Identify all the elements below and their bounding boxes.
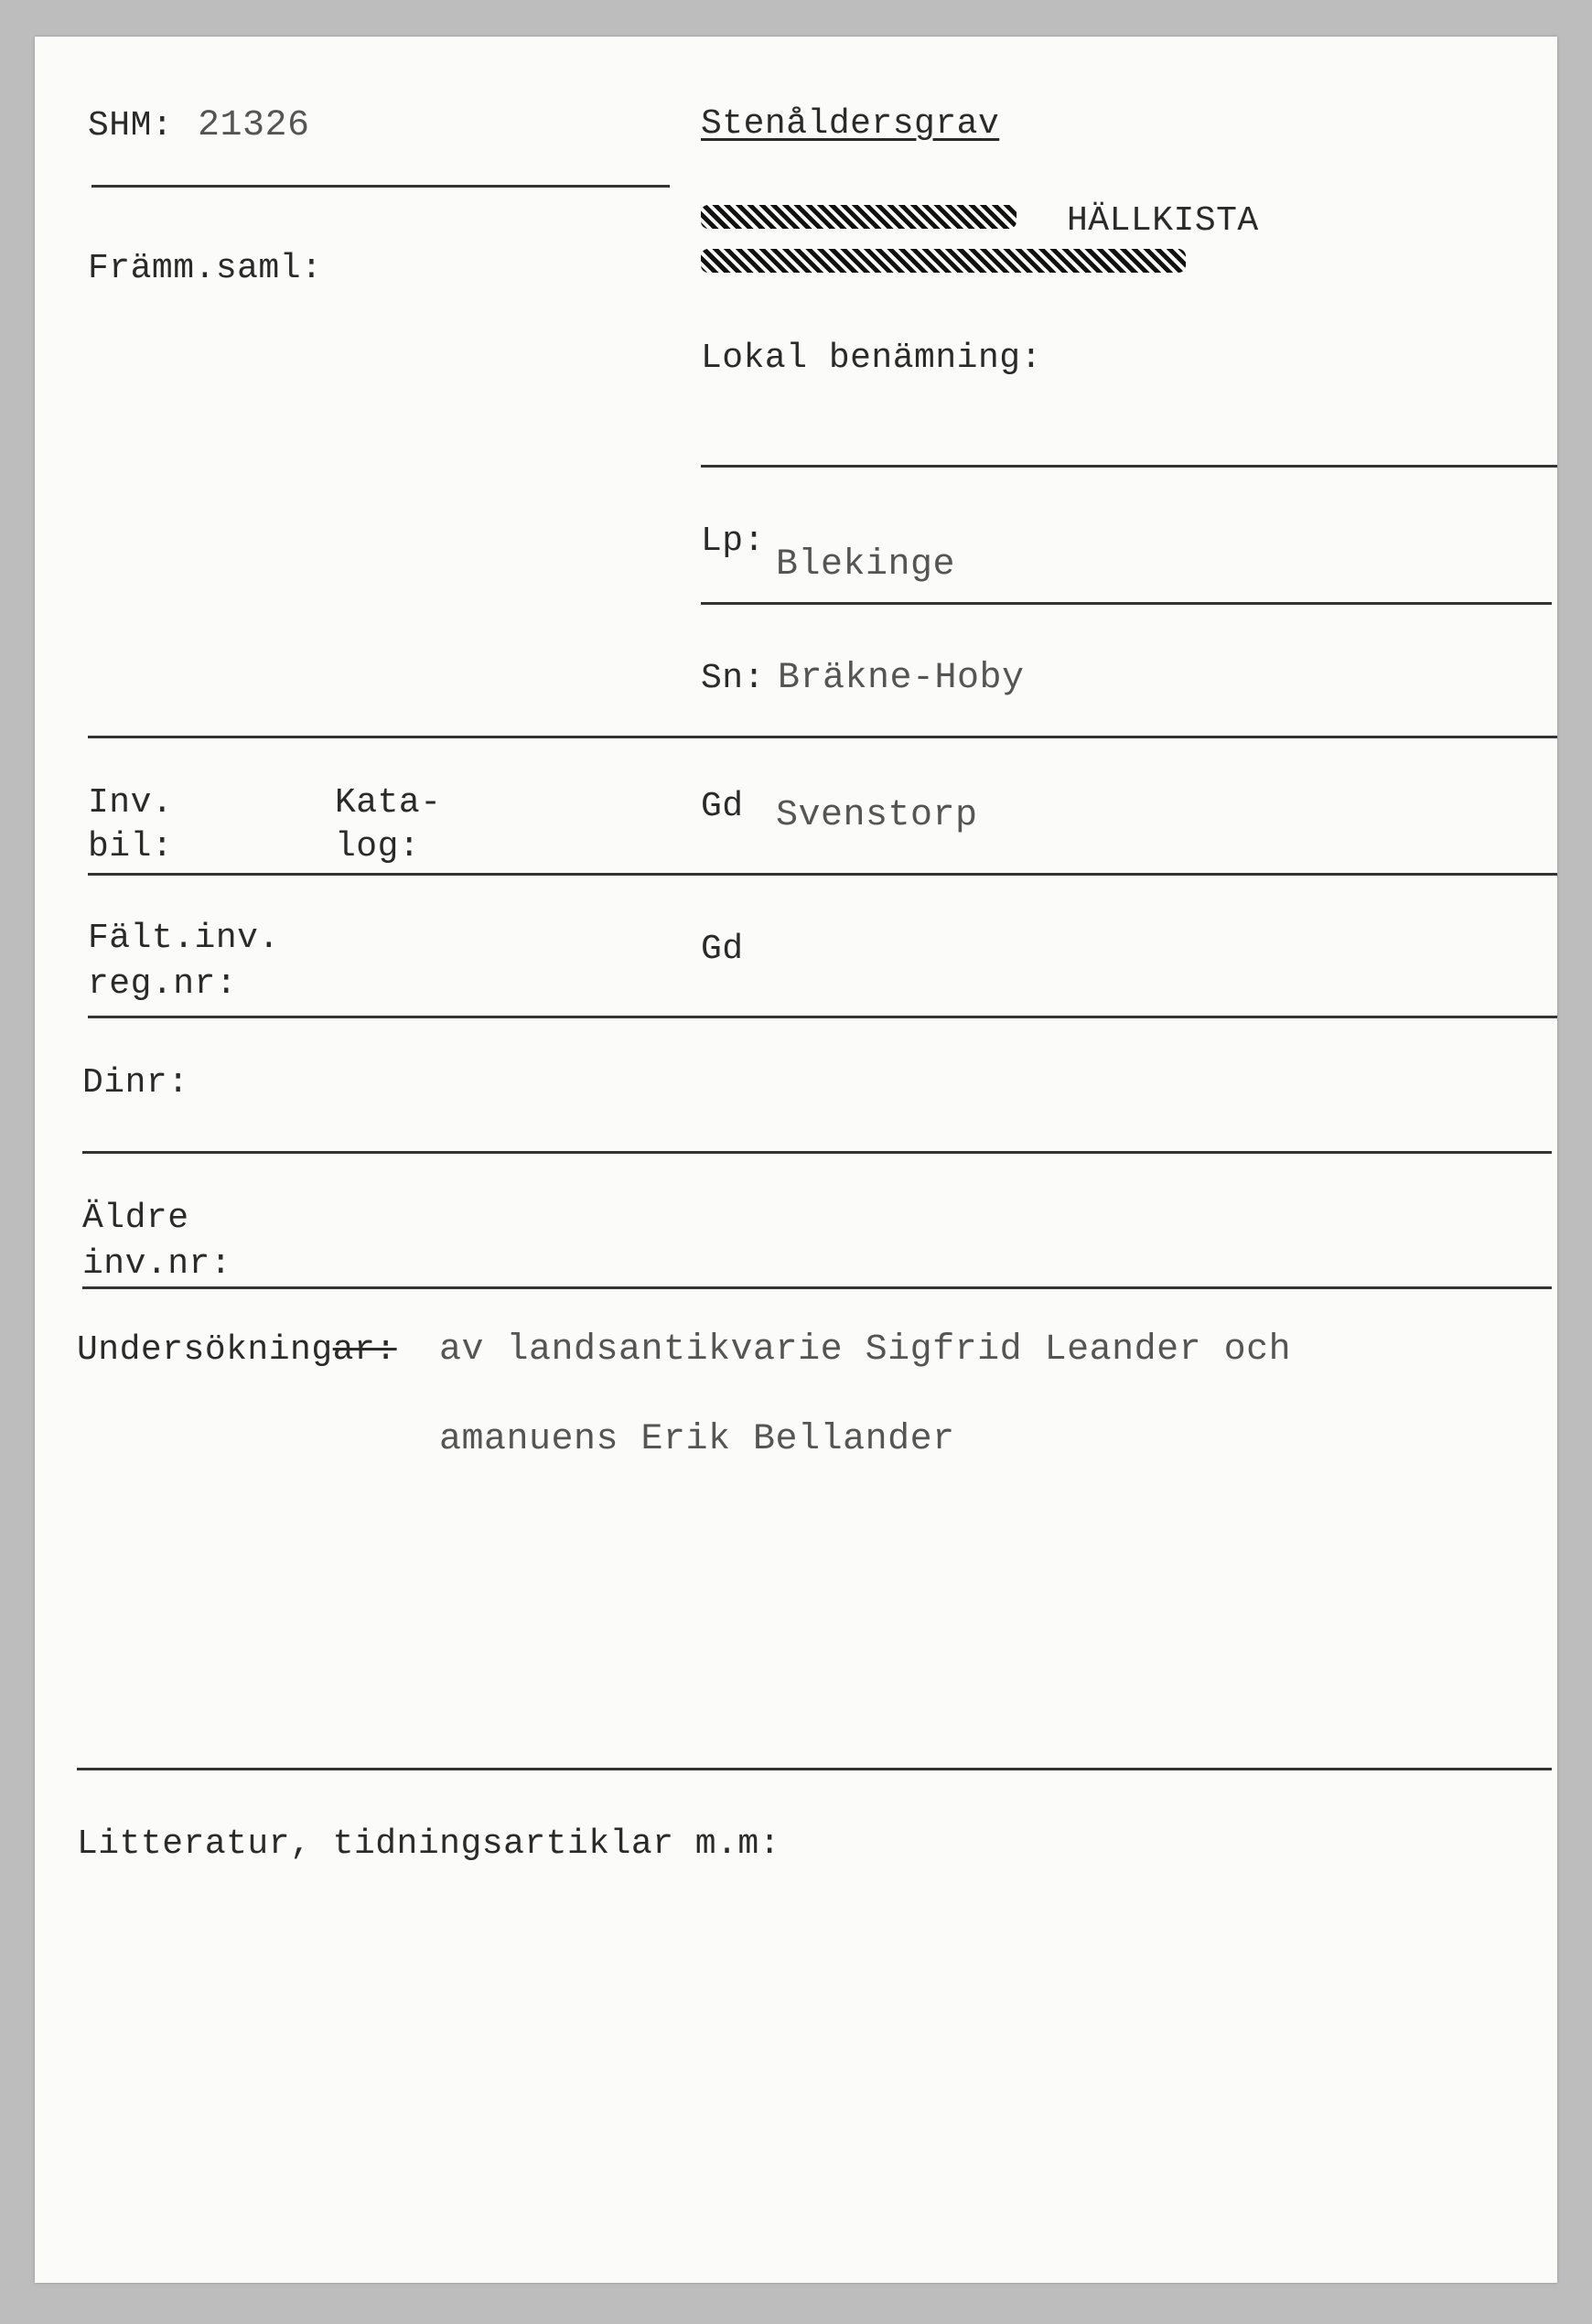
- lp-label: Lp:: [701, 522, 765, 561]
- aldre-label-2: inv.nr:: [82, 1244, 232, 1284]
- katalog-label-1: Kata-: [335, 783, 442, 823]
- undersokningar-line-1: av landsantikvarie Sigfrid Leander och: [439, 1329, 1292, 1371]
- falt-inv-label-1: Fält.inv.: [88, 919, 280, 958]
- lokal-benamning-label: Lokal benämning:: [701, 339, 1042, 378]
- undersokningar-line-2: amanuens Erik Bellander: [439, 1419, 955, 1460]
- falt-inv-label-2: reg.nr:: [88, 964, 238, 1004]
- inv-label-1: Inv.: [88, 783, 174, 823]
- grave-type: HÄLLKISTA: [1067, 201, 1259, 241]
- redaction-scribble-2: [701, 249, 1186, 273]
- dinr-label: Dinr:: [82, 1063, 189, 1103]
- lp-value: Blekinge: [776, 544, 956, 586]
- aldre-label-1: Äldre: [82, 1199, 189, 1238]
- sn-value: Bräkne-Hoby: [778, 658, 1025, 699]
- divider-dinr: [82, 1151, 1552, 1154]
- divider-inv: [88, 873, 1557, 876]
- gd-label: Gd: [701, 787, 744, 826]
- litteratur-label: Litteratur, tidningsartiklar m.m:: [77, 1824, 781, 1864]
- divider-undersokningar: [77, 1768, 1552, 1770]
- divider-left-top: [91, 185, 670, 188]
- gd2-label: Gd: [701, 930, 744, 969]
- category-title: Stenåldersgrav: [701, 104, 1000, 144]
- inv-label-2: bil:: [88, 827, 174, 866]
- shm-label: SHM:: [88, 106, 174, 145]
- framm-saml-label: Främm.saml:: [88, 249, 323, 288]
- divider-aldre: [82, 1286, 1552, 1289]
- divider-sn: [88, 736, 1557, 738]
- undersokningar-label-struck: ar:: [332, 1330, 397, 1370]
- sn-label: Sn:: [701, 659, 765, 698]
- catalog-card: [35, 37, 1557, 2283]
- katalog-label-2: log:: [335, 827, 421, 866]
- divider-lokal: [701, 465, 1557, 468]
- divider-falt: [88, 1016, 1557, 1018]
- undersokningar-label-main: Undersökning: [77, 1330, 333, 1370]
- shm-number: 21326: [198, 105, 310, 146]
- gd-value: Svenstorp: [776, 795, 978, 836]
- redaction-scribble-1: [701, 205, 1017, 229]
- undersokningar-label: [77, 1330, 397, 1371]
- divider-lp: [701, 602, 1552, 605]
